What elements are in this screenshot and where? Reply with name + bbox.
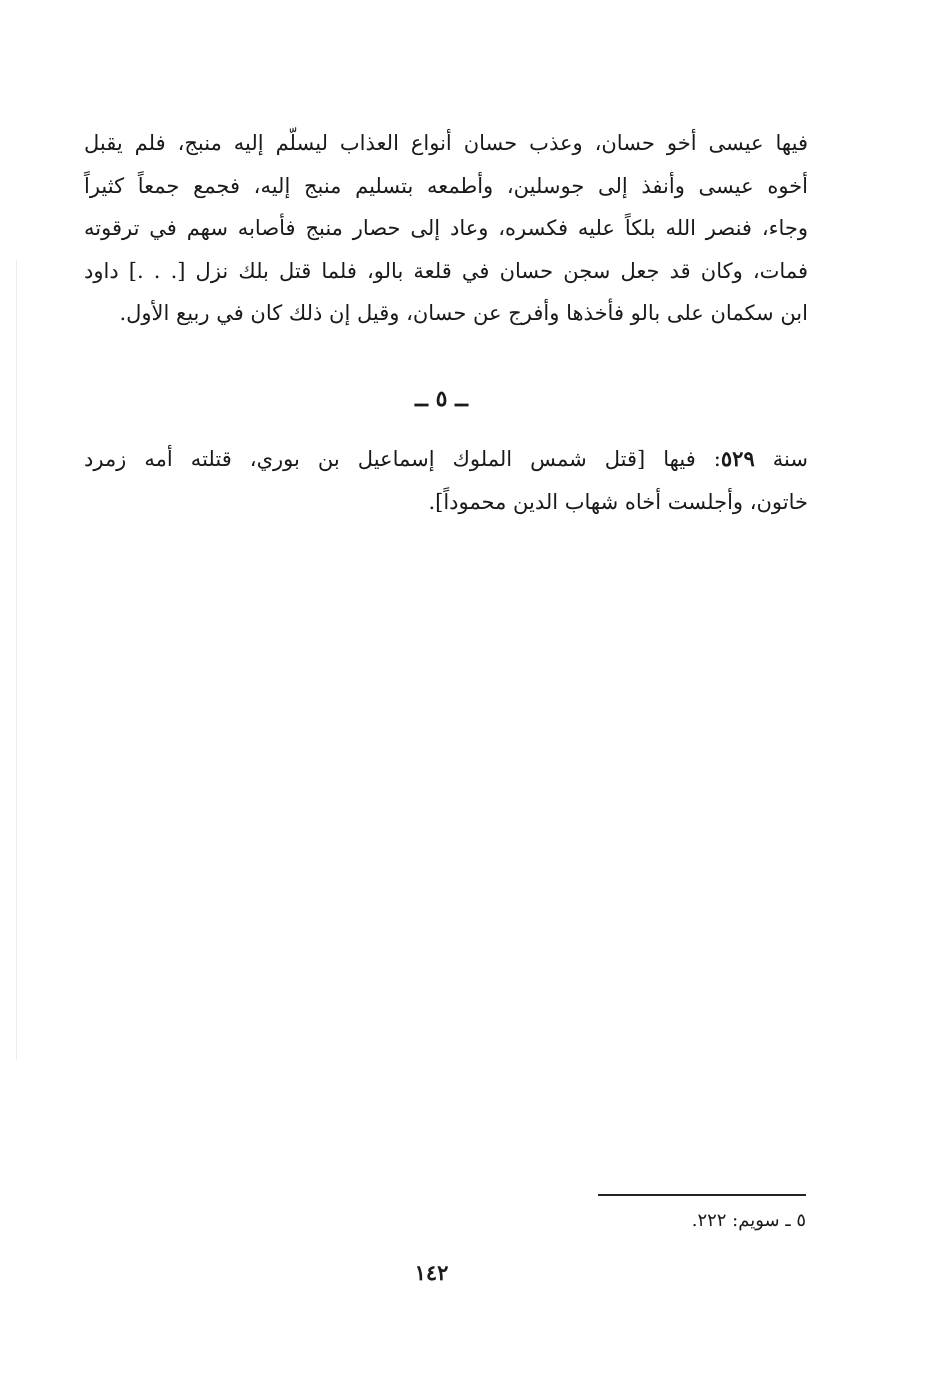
paragraph-1-line-3: وجاء، فنصر الله بلكاً عليه فكسره، وعاد إلى حصار منبج فأصابه سهم في ترقوته	[84, 216, 808, 240]
paragraph-1-line-1: فيها عيسى أخو حسان، وعذب حسان أنواع العذاب ليسلّم إليه منبج، فلم يقبل	[84, 131, 808, 155]
paragraph-2-line-1	[84, 438, 808, 481]
paragraph-2-line-1-rest: : فيها [قتل شمس الملوك إسماعيل بن بوري، قتلته أمه زمرد	[84, 447, 721, 471]
paragraph-1-line-2: أخوه عيسى وأنفذ إلى جوسلين، وأطمعه بتسليم منبج إليه، فجمع جمعاً كثيراً	[84, 173, 808, 198]
paragraph-2	[84, 438, 808, 523]
paragraph-1	[84, 122, 808, 335]
scan-margin-line	[16, 260, 17, 1060]
page-number: ١٤٢	[414, 1260, 449, 1285]
year-value: ٥٢٩	[720, 446, 755, 471]
paragraph-2-line-2: خاتون، وأجلست أخاه شهاب الدين محموداً].	[428, 489, 808, 514]
paragraph-1-line-4: فمات، وكان قد جعل سجن حسان في قلعة بالو، فلما قتل بلك نزل [. . .] داود	[84, 258, 808, 283]
section-number-marker: ــ ٥ ــ	[415, 386, 468, 412]
paragraph-1-line-5: ابن سكمان على بالو فأخذها وأفرج عن حسان، وقيل إن ذلك كان في ربيع الأول.	[119, 301, 808, 325]
footnote-separator	[598, 1194, 806, 1196]
year-prefix: سنة	[754, 447, 808, 471]
footnote: ٥ ـ سويم: ٢٢٢.	[691, 1210, 806, 1231]
